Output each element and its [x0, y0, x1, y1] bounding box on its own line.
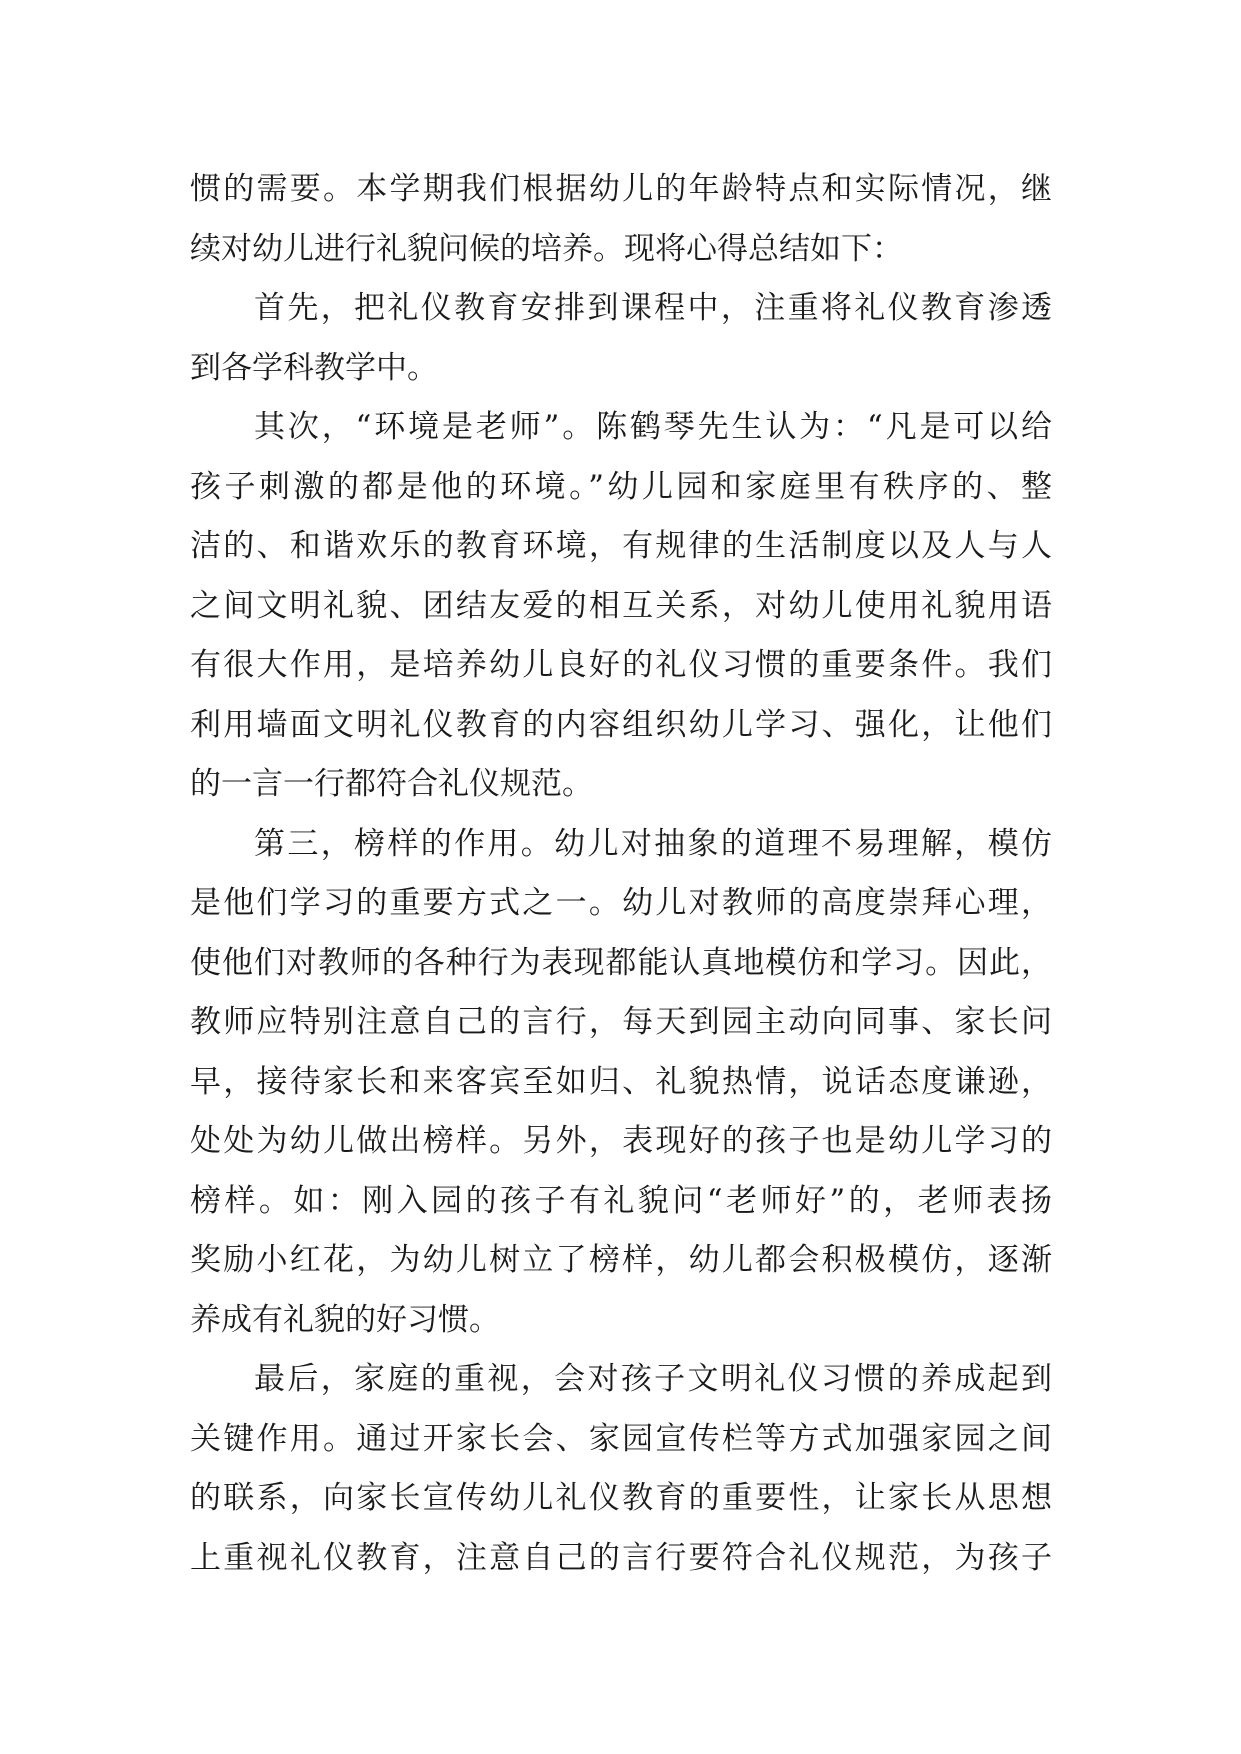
text-line: 早，接待家长和来客宾至如归、礼貌热情，说话态度谦逊， — [190, 1063, 1052, 1100]
text-line: 惯的需要。本学期我们根据幼儿的年龄特点和实际情况，继 — [190, 171, 1052, 207]
text-line: 有很大作用，是培养幼儿良好的礼仪习惯的重要条件。我们 — [190, 647, 1052, 683]
text-line: 上重视礼仪教育，注意自己的言行要符合礼仪规范，为孩子 — [190, 1539, 1052, 1576]
text-line: 续对幼儿进行礼貌问候的培养。现将心得总结如下： — [190, 230, 903, 267]
text-line: 第三，榜样的作用。幼儿对抽象的道理不易理解，模仿 — [254, 825, 1052, 862]
text-line: 孩子刺激的都是他的环境。”幼儿园和家庭里有秩序的、整 — [190, 468, 1052, 505]
text-line: 利用墙面文明礼仪教育的内容组织幼儿学习、强化，让他们 — [190, 706, 1052, 743]
text-line: 首先，把礼仪教育安排到课程中，注重将礼仪教育渗透 — [254, 290, 1052, 326]
text-line: 榜样。如：刚入园的孩子有礼貌问“老师好”的，老师表扬 — [190, 1182, 1052, 1219]
text-line: 养成有礼貌的好习惯。 — [190, 1301, 500, 1338]
text-line: 其次，“环境是老师”。陈鹤琴先生认为：“凡是可以给 — [254, 409, 1052, 445]
text-line: 是他们学习的重要方式之一。幼儿对教师的高度崇拜心理， — [190, 885, 1052, 921]
text-line: 的联系，向家长宣传幼儿礼仪教育的重要性，让家长从思想 — [190, 1480, 1052, 1516]
text-line: 奖励小红花，为幼儿树立了榜样，幼儿都会积极模仿，逐渐 — [190, 1242, 1052, 1278]
text-line: 处处为幼儿做出榜样。另外，表现好的孩子也是幼儿学习的 — [190, 1123, 1052, 1159]
text-line: 洁的、和谐欢乐的教育环境，有规律的生活制度以及人与人 — [190, 528, 1052, 564]
text-line: 到各学科教学中。 — [190, 349, 438, 386]
document-body — [190, 160, 1052, 1588]
text-line: 之间文明礼貌、团结友爱的相互关系，对幼儿使用礼貌用语 — [190, 587, 1052, 624]
text-line: 的一言一行都符合礼仪规范。 — [190, 766, 593, 802]
text-line: 教师应特别注意自己的言行，每天到园主动向同事、家长问 — [190, 1004, 1052, 1040]
text-line: 关键作用。通过开家长会、家园宣传栏等方式加强家园之间 — [190, 1420, 1052, 1457]
text-line: 使他们对教师的各种行为表现都能认真地模仿和学习。因此， — [190, 944, 1052, 981]
text-line: 最后，家庭的重视，会对孩子文明礼仪习惯的养成起到 — [254, 1361, 1052, 1397]
